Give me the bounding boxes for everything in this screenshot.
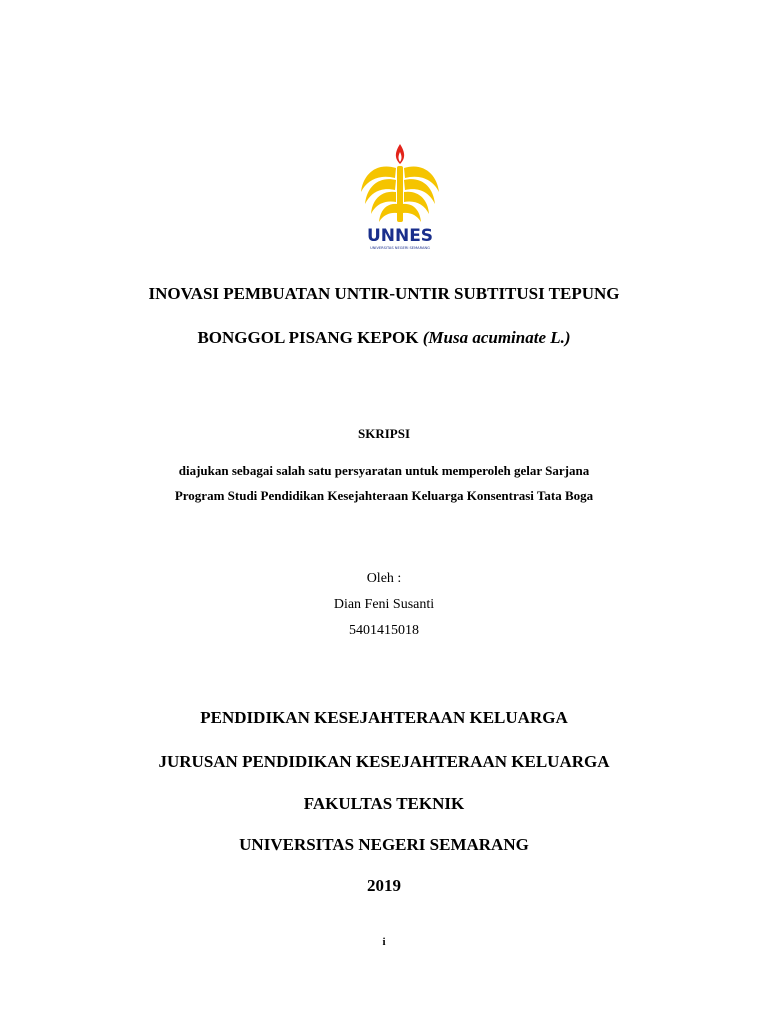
author-label: Oleh : [366,571,402,586]
department-name: JURUSAN PENDIDIKAN KESEJAHTERAAN KELUARGA [158,752,610,771]
program-name: PENDIDIKAN KESEJAHTERAAN KELUARGA [200,708,568,727]
author-name: Dian Feni Susanti [333,597,435,612]
university-name: UNIVERSITAS NEGERI SEMARANG [239,835,529,854]
logo-tagline: UNIVERSITAS NEGERI SEMARANG [370,246,430,250]
faculty-name: FAKULTAS TEKNIK [303,794,465,813]
page-number: i [382,936,386,948]
unnes-logo [355,140,445,252]
document-type: SKRIPSI [357,426,411,441]
thesis-title-line-1: INOVASI PEMBUATAN UNTIR-UNTIR SUBTITUSI TEPUNG [148,284,620,303]
purpose-line-1: diajukan sebagai salah satu persyaratan untuk memperoleh gelar Sarjana [178,463,590,478]
purpose-line-2: Program Studi Pendidikan Kesejahteraan Keluarga Konsentrasi Tata Boga [174,488,594,503]
thesis-title-main: BONGGOL PISANG KEPOK [197,328,423,347]
flame-icon [396,144,404,164]
year: 2019 [367,876,401,895]
crest-wings-icon [361,166,439,222]
thesis-title-line-2 [0,328,768,348]
thesis-title-latin-name: (Musa acuminate L.) [422,328,571,347]
author-nim: 5401415018 [349,623,419,638]
logo-wordmark: UNNES [366,226,434,246]
